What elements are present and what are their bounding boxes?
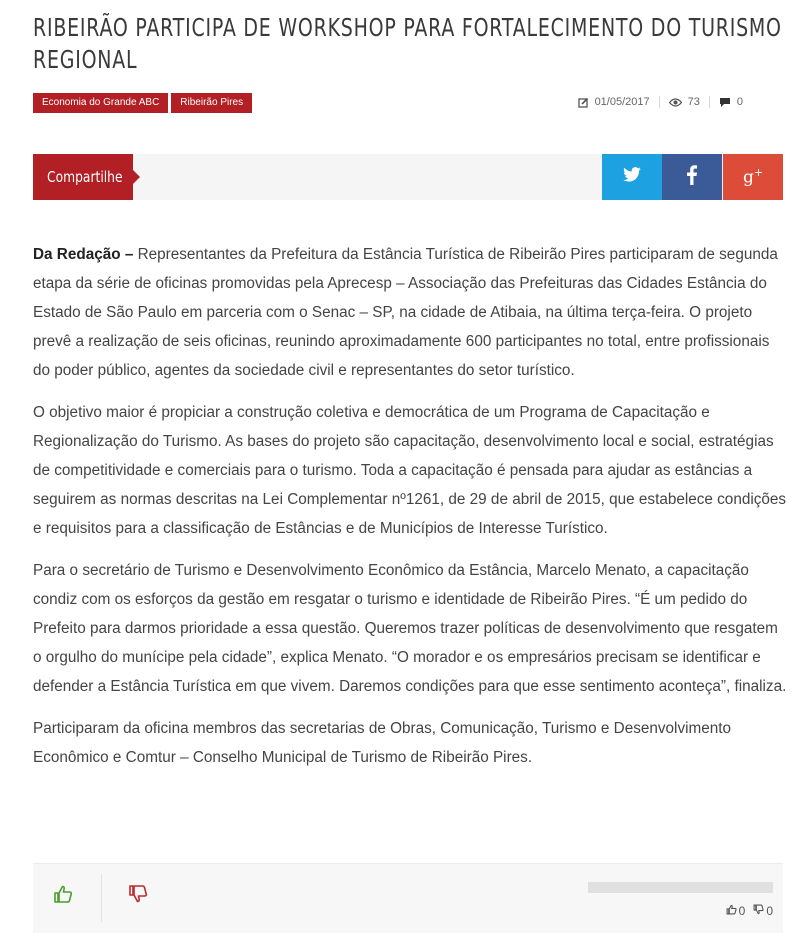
eye-icon (669, 98, 682, 107)
article-meta (569, 96, 752, 108)
share-google-plus-button[interactable] (723, 154, 783, 200)
rating-counts (726, 904, 773, 918)
meta-date: 01/05/2017 (569, 96, 659, 108)
rating-progress-bar (588, 882, 773, 893)
rating-box (33, 863, 783, 933)
paragraph-4: Participaram da oficina membros das secretarias de Obras, Comunicação, Turismo e Desenvolvimento Econômico e Comtur – Conselho Municipal de Turismo de Ribeirão Pires. (33, 720, 732, 766)
edit-calendar-icon (578, 97, 589, 108)
lead-label: Da Redação – (33, 246, 134, 263)
share-twitter-button[interactable] (602, 154, 662, 200)
share-bar (33, 154, 783, 200)
category-tags (33, 93, 252, 113)
rating-divider (101, 874, 102, 922)
share-label: Compartilhe (33, 154, 133, 200)
facebook-icon (687, 165, 697, 189)
tag-economia[interactable]: Economia do Grande ABC (33, 93, 168, 113)
thumbs-down-icon (128, 889, 148, 908)
thumbs-up-small-icon (726, 904, 737, 918)
google-plus-icon: g+ (742, 166, 764, 188)
article-title: RIBEIRÃO PARTICIPA DE WORKSHOP PARA FORTALECIMENTO DO TURISMO REGIONAL (33, 13, 782, 74)
comment-icon (719, 97, 731, 108)
article-body (33, 240, 788, 785)
paragraph-2: O objetivo maior é propiciar a construção coletiva e democrática de um Programa de Capacitação e Regionalização do Turismo. As bases do projeto são capacitação, desenvolvimento local e social, estratégias de competitividade e comerciais para o turismo. Toda a capacitação é pensada para ajudar as estâncias a seguirem as normas descritas na Lei Complementar nº1261, de 29 de abril de 2015, que estabelece condições e requisitos para a classificação de Estâncias e de Municípios de Interesse Turístico. (33, 404, 787, 537)
meta-views: 73 (659, 96, 709, 108)
thumbs-up-icon (53, 889, 73, 908)
like-count: 0 (726, 904, 746, 918)
paragraph-3: Para o secretário de Turismo e Desenvolvimento Econômico da Estância, Marcelo Menato, a capacitação condiz com os esforços da gestão em resgatar o turismo e identidade de Ribeirão Pires. “É um pedido do Prefeito para darmos prioridade a essa questão. Queremos trazer políticas de desenvolvimento que resgatem o orgulho do munícipe pela cidade”, explica Menato. “O morador e os empresários precisam se identificar e defender a Estância Turística em que vivem. Daremos condições para que esse sentimento aconteça”, finaliza. (33, 562, 787, 695)
paragraph-1: Da Redação – Representantes da Prefeitura da Estância Turística de Ribeirão Pires participaram de segunda etapa da série de oficinas promovidas pela Aprecesp – Associação das Prefeituras das Cidades Estância do Estado de São Paulo em parceria com o Senac – SP, na cidade de Atibaia, na última terça-feira. O projeto prevê a realização de seis oficinas, reunindo aproximadamente 600 participantes no total, entre profissionais do poder público, agentes da sociedade civil e representantes do setor turístico. (33, 246, 778, 379)
meta-comments[interactable]: 0 (709, 96, 752, 108)
share-facebook-button[interactable] (662, 154, 722, 200)
dislike-count: 0 (753, 904, 773, 918)
twitter-icon (622, 167, 642, 187)
like-button[interactable] (53, 884, 77, 908)
thumbs-down-small-icon (753, 904, 764, 918)
dislike-button[interactable] (128, 884, 152, 908)
tag-ribeirao-pires[interactable]: Ribeirão Pires (171, 93, 252, 113)
